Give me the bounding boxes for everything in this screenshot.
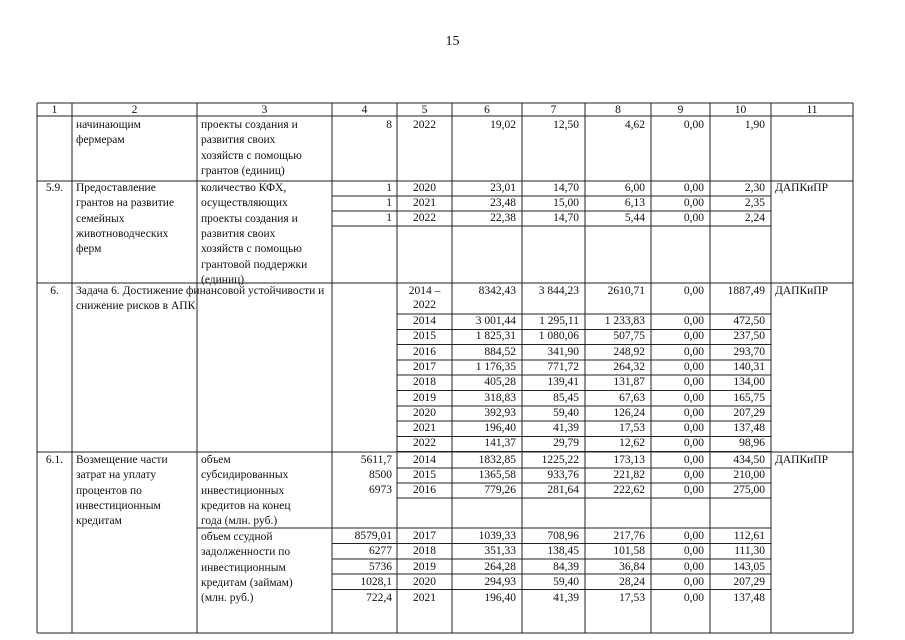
value-c6: 405,28 — [484, 376, 516, 389]
value-c6: 779,26 — [484, 484, 516, 496]
value-c7: 84,39 — [553, 560, 579, 573]
value-c6: 351,33 — [484, 545, 516, 558]
row-number: 6.1. — [45, 454, 64, 466]
value-c8: 248,92 — [613, 345, 645, 358]
indicator-name: инвестиционных — [201, 484, 285, 497]
value-col4: 1 — [386, 182, 392, 194]
value-c10: 134,00 — [733, 376, 765, 389]
value-c10: 143,05 — [733, 560, 765, 573]
header-col-3: 3 — [261, 104, 268, 116]
header-col-4: 4 — [361, 104, 368, 116]
value-c8: 5,44 — [624, 212, 645, 224]
value-c7: 29,79 — [553, 437, 579, 450]
indicator-name: грантов (единиц) — [201, 164, 285, 177]
value-col4: 6973 — [369, 484, 392, 496]
value-c8: 4,62 — [624, 119, 645, 131]
indicator-name: хозяйств с помощью — [201, 243, 302, 256]
row-number: 6. — [50, 285, 59, 297]
value-c10: 137,48 — [733, 422, 765, 435]
value-c10: 237,50 — [733, 330, 765, 343]
value-c7: 41,39 — [553, 422, 579, 435]
value-c7: 15,00 — [553, 197, 579, 209]
year-cell: 2022 — [413, 299, 436, 311]
value-c9: 0,00 — [683, 182, 704, 194]
value-c6: 1832,85 — [478, 454, 516, 466]
value-c6: 19,02 — [490, 119, 516, 131]
value-c9: 0,00 — [683, 545, 704, 558]
value-col4: 8500 — [369, 469, 392, 481]
value-c7: 41,39 — [553, 591, 579, 604]
value-c7: 85,45 — [553, 391, 579, 404]
measure-name: грантов на развитие — [76, 197, 175, 210]
value-col4: 1028,1 — [360, 576, 392, 589]
total-c10: 1887,49 — [727, 285, 765, 297]
value-c6: 1 825,31 — [475, 330, 516, 343]
header-col-1: 1 — [51, 104, 58, 116]
value-c10: 1,90 — [744, 119, 765, 131]
value-col4: 8579,01 — [354, 530, 392, 542]
year-cell: 2020 — [413, 576, 436, 589]
year-cell: 2019 — [413, 391, 436, 404]
value-c8: 67,63 — [619, 391, 645, 404]
measure-name: ферм — [76, 243, 102, 256]
value-c8: 222,62 — [613, 484, 645, 496]
value-c8: 12,62 — [619, 437, 645, 450]
measure-name: затрат на уплату — [76, 469, 157, 482]
executor: ДАПКиПР — [775, 182, 828, 194]
year-cell: 2022 — [413, 212, 436, 224]
value-c9: 0,00 — [683, 212, 704, 224]
value-c8: 264,32 — [613, 360, 645, 373]
value-c8: 28,24 — [619, 576, 645, 589]
measure-name: семейных — [76, 212, 125, 225]
year-cell: 2018 — [413, 376, 436, 389]
total-c7: 3 844,23 — [538, 285, 579, 297]
header-col-9: 9 — [677, 104, 684, 116]
value-c9: 0,00 — [683, 454, 704, 466]
header-col-6: 6 — [484, 104, 490, 116]
indicator-name: задолженности по — [201, 546, 291, 559]
measure-name: фермерам — [76, 134, 125, 147]
value-c9: 0,00 — [683, 315, 704, 327]
measure-name: Возмещение части — [76, 454, 168, 466]
value-col4: 1 — [386, 212, 392, 224]
task-title: Задача 6. Достижение финансовой устойчивости и — [76, 285, 325, 297]
value-c7: 281,64 — [547, 484, 579, 496]
year-cell: 2021 — [413, 591, 436, 604]
total-c6: 8342,43 — [478, 285, 516, 297]
value-c10: 210,00 — [733, 469, 765, 481]
total-c8: 2610,71 — [607, 285, 645, 297]
indicator-name: (млн. руб.) — [201, 592, 254, 605]
value-c8: 6,00 — [624, 182, 645, 194]
value-col4: 6277 — [369, 545, 392, 558]
value-c10: 98,96 — [739, 437, 765, 450]
header-col-10: 10 — [734, 104, 747, 116]
value-c10: 472,50 — [733, 315, 765, 327]
value-c8: 17,53 — [619, 422, 645, 435]
value-c8: 36,84 — [619, 560, 645, 573]
value-c6: 1365,58 — [478, 469, 516, 481]
indicator-name: количество КФХ, — [201, 182, 287, 194]
value-c9: 0,00 — [683, 330, 704, 343]
indicator-name: развития своих — [201, 134, 276, 147]
value-c9: 0,00 — [683, 345, 704, 358]
value-c8: 101,58 — [613, 545, 645, 558]
value-c8: 217,76 — [613, 530, 645, 542]
value-c6: 1 176,35 — [475, 360, 516, 373]
value-c9: 0,00 — [683, 591, 704, 604]
indicator-name: проекты создания и — [201, 212, 298, 225]
header-col-8: 8 — [615, 104, 621, 116]
value-c10: 140,31 — [733, 360, 765, 373]
value-c9: 0,00 — [683, 576, 704, 589]
value-c10: 2,30 — [744, 182, 765, 194]
year-cell: 2021 — [413, 422, 436, 435]
value-c10: 111,30 — [734, 545, 765, 558]
value-c10: 434,50 — [733, 454, 765, 466]
value-c10: 112,61 — [733, 530, 765, 542]
value-c7: 138,45 — [547, 545, 579, 558]
value-c9: 0,00 — [683, 469, 704, 481]
value-c6: 884,52 — [484, 345, 516, 358]
value-col4: 5736 — [369, 560, 392, 573]
value-c8: 173,13 — [613, 454, 645, 466]
value-c6: 318,83 — [484, 391, 516, 404]
value-c7: 59,40 — [553, 406, 579, 419]
value-c8: 507,75 — [613, 330, 645, 343]
value-c6: 196,40 — [484, 591, 516, 604]
value-c6: 3 001,44 — [475, 315, 516, 327]
value-c8: 1 233,83 — [604, 315, 645, 327]
indicator-name: инвестиционным — [201, 561, 286, 574]
value-c10: 137,48 — [733, 591, 765, 604]
value-c8: 221,82 — [613, 469, 645, 481]
indicator-name: хозяйств с помощью — [201, 149, 302, 162]
value-c7: 14,70 — [553, 182, 579, 194]
indicator-name: проекты создания и — [201, 119, 298, 131]
value-c9: 0,00 — [683, 560, 704, 573]
value-c9: 0,00 — [683, 360, 704, 373]
year-cell: 2022 — [413, 437, 436, 450]
measure-name: инвестиционным — [76, 499, 161, 512]
value-c6: 392,93 — [484, 406, 516, 419]
value-c8: 6,13 — [624, 197, 645, 209]
value-c10: 293,70 — [733, 345, 765, 358]
header-col-11: 11 — [806, 104, 818, 116]
value-col4: 8 — [386, 119, 392, 131]
year-cell: 2017 — [413, 360, 436, 373]
total-c9: 0,00 — [683, 285, 704, 297]
value-c9: 0,00 — [683, 484, 704, 496]
value-c8: 126,24 — [613, 406, 645, 419]
indicator-name: года (млн. руб.) — [201, 515, 278, 528]
value-c8: 131,87 — [613, 376, 645, 389]
year-cell: 2017 — [413, 530, 436, 542]
value-c6: 1039,33 — [478, 530, 516, 542]
indicator-name: кредитов на конец — [201, 499, 291, 512]
value-c9: 0,00 — [683, 197, 704, 209]
year-cell: 2014 — [413, 454, 436, 466]
indicator-name: осуществляющих — [201, 197, 288, 210]
indicator-name: развития своих — [201, 227, 276, 240]
indicator-name: объем ссудной — [201, 531, 273, 543]
indicator-name: объем — [201, 454, 231, 466]
value-c6: 22,38 — [490, 212, 516, 224]
measure-name: процентов по — [76, 484, 142, 497]
year-cell: 2022 — [413, 119, 436, 131]
indicator-name: кредитам (займам) — [201, 576, 293, 589]
year-cell: 2019 — [413, 560, 436, 573]
value-c7: 1225,22 — [541, 454, 579, 466]
value-c6: 141,37 — [484, 437, 516, 450]
year-cell: 2016 — [413, 345, 436, 358]
executor: ДАПКиПР — [775, 454, 828, 466]
value-c6: 23,01 — [490, 182, 516, 194]
value-c9: 0,00 — [683, 376, 704, 389]
value-c9: 0,00 — [683, 406, 704, 419]
header-col-2: 2 — [131, 104, 138, 116]
year-cell: 2021 — [413, 197, 436, 209]
header-col-5: 5 — [421, 104, 428, 116]
value-c10: 2,35 — [744, 197, 765, 209]
indicator-name: (единиц) — [201, 273, 245, 286]
value-c10: 165,75 — [733, 391, 765, 404]
page-number: 15 — [445, 34, 460, 49]
value-c6: 23,48 — [490, 197, 516, 209]
value-c6: 196,40 — [484, 422, 516, 435]
year-cell: 2020 — [413, 182, 436, 194]
measure-name: Предоставление — [76, 182, 156, 194]
year-cell: 2014 – — [408, 285, 441, 297]
value-col4: 722,4 — [366, 591, 392, 604]
value-c7: 1 080,06 — [538, 330, 579, 343]
value-c10: 2,24 — [744, 212, 765, 224]
year-cell: 2015 — [413, 469, 436, 481]
indicator-name: субсидированных — [201, 469, 289, 482]
value-c9: 0,00 — [683, 530, 704, 542]
value-c9: 0,00 — [683, 391, 704, 404]
value-c10: 207,29 — [733, 576, 765, 589]
value-c7: 12,50 — [553, 119, 579, 131]
value-c9: 0,00 — [683, 422, 704, 435]
indicator-name: грантовой поддержки — [201, 258, 308, 271]
task-title: снижение рисков в АПК — [76, 300, 196, 313]
value-col4: 1 — [386, 197, 392, 209]
value-c7: 933,76 — [547, 469, 579, 481]
value-c7: 708,96 — [547, 530, 579, 542]
row-number: 5.9. — [45, 182, 64, 194]
value-c10: 207,29 — [733, 406, 765, 419]
value-c6: 294,93 — [484, 576, 516, 589]
measure-name: животноводческих — [76, 227, 169, 240]
value-c9: 0,00 — [683, 437, 704, 450]
value-c10: 275,00 — [733, 484, 765, 496]
year-cell: 2016 — [413, 484, 436, 496]
measure-name: кредитам — [76, 515, 122, 528]
value-c7: 341,90 — [547, 345, 579, 358]
value-c7: 59,40 — [553, 576, 579, 589]
year-cell: 2020 — [413, 406, 436, 419]
value-c6: 264,28 — [484, 560, 516, 573]
year-cell: 2015 — [413, 330, 436, 343]
value-c9: 0,00 — [683, 119, 704, 131]
value-c7: 1 295,11 — [539, 315, 579, 327]
value-c7: 14,70 — [553, 212, 579, 224]
year-cell: 2018 — [413, 545, 436, 558]
header-col-7: 7 — [550, 104, 557, 116]
executor: ДАПКиПР — [775, 285, 828, 297]
measure-name: начинающим — [76, 119, 141, 131]
value-col4: 5611,7 — [360, 454, 392, 466]
value-c7: 771,72 — [547, 360, 579, 373]
value-c8: 17,53 — [619, 591, 645, 604]
value-c7: 139,41 — [547, 376, 579, 389]
year-cell: 2014 — [413, 315, 436, 327]
